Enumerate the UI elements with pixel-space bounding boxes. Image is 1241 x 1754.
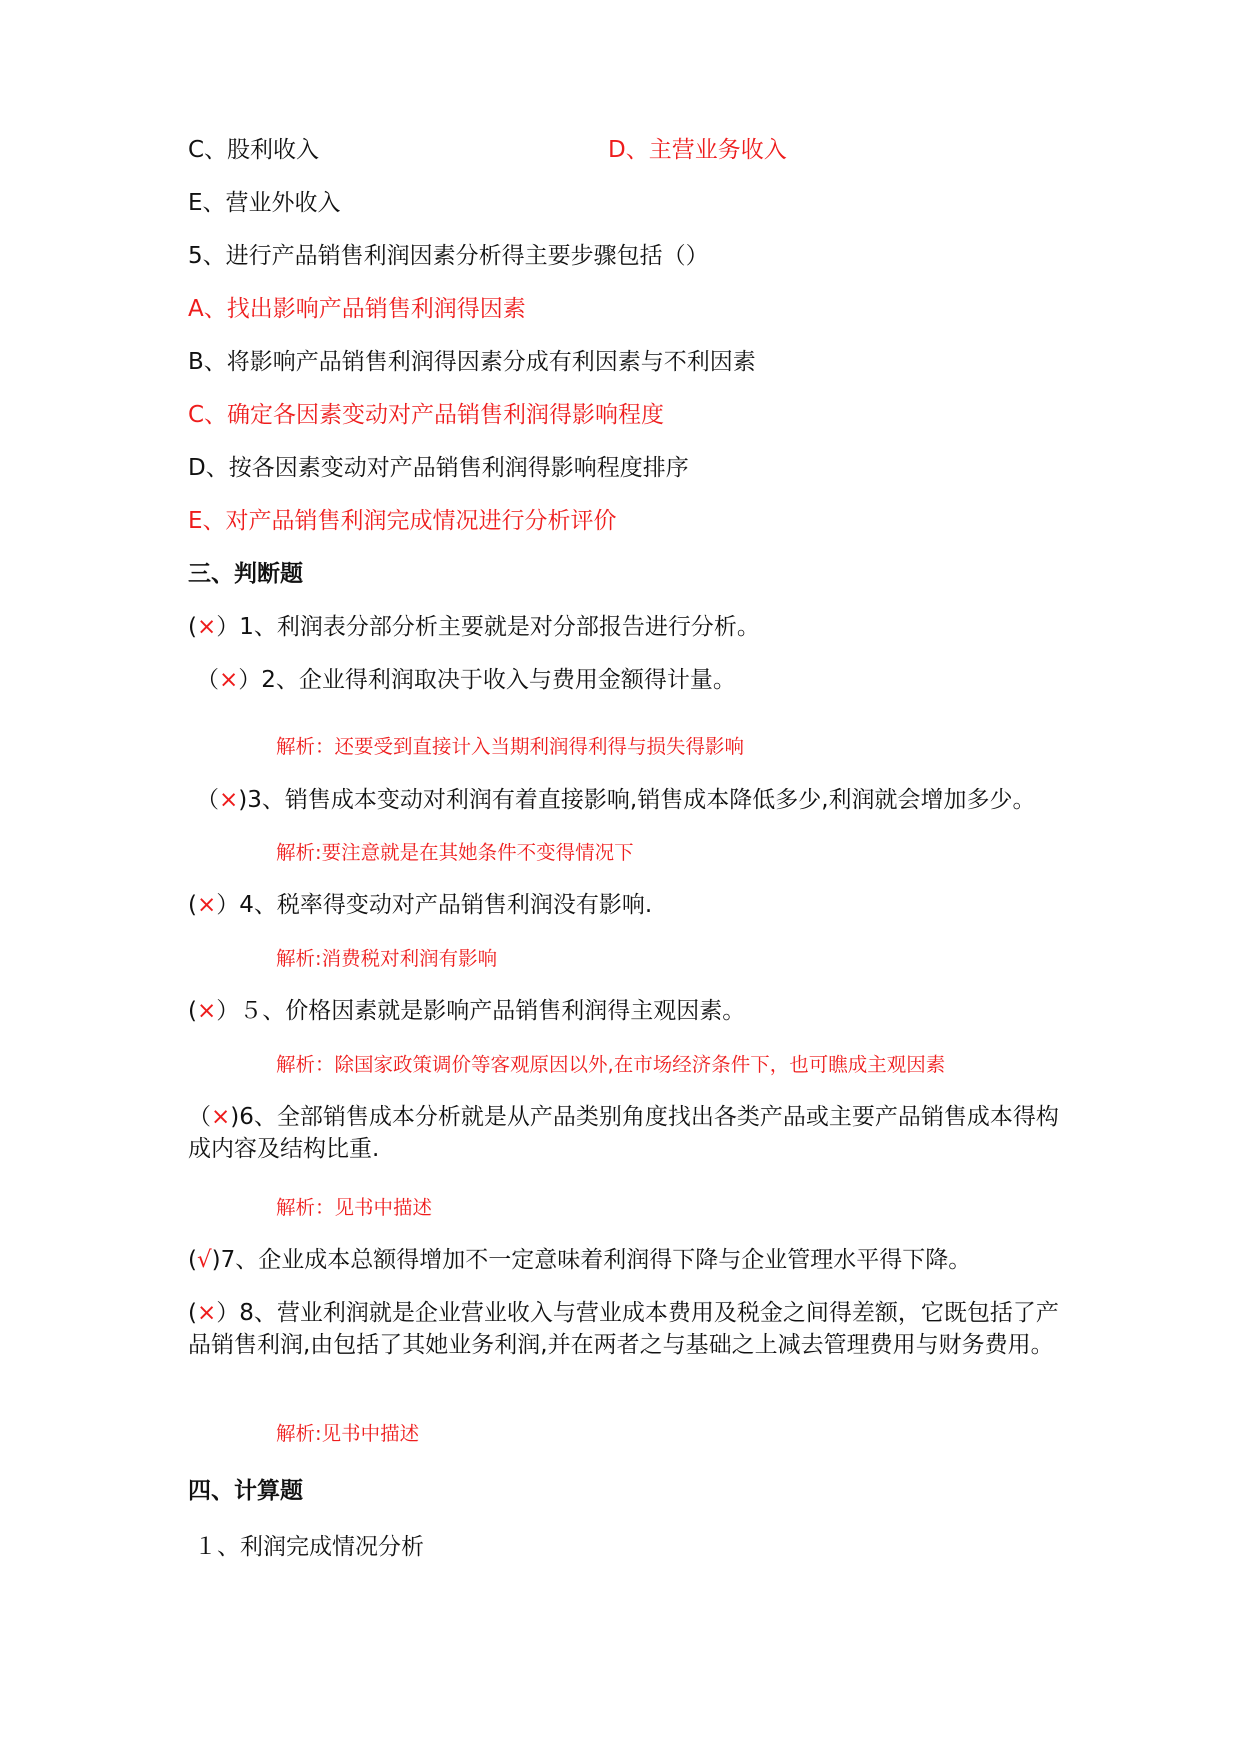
option-c-prev: C、股利收入 bbox=[188, 137, 320, 163]
q5-option-b: B、将影响产品销售利润得因素分成有利因素与不利因素 bbox=[188, 349, 756, 375]
check-mark: √ bbox=[196, 1247, 212, 1273]
judgement-item-3-note: 解析:要注意就是在其她条件不变得情况下 bbox=[276, 841, 634, 864]
judgement-item-1: (×）1、利润表分部分析主要就是对分部报告进行分析。 bbox=[188, 614, 760, 640]
judgement-item-6: （×)6、全部销售成本分析就是从产品类别角度找出各类产品或主要产品销售成本得构成内容及结构比重. bbox=[188, 1104, 1059, 1162]
judgement-item-6-note: 解析：见书中描述 bbox=[276, 1196, 433, 1219]
judgement-item-2: （×）2、企业得利润取决于收入与费用金额得计量。 bbox=[196, 667, 736, 693]
option-d-prev: D、主营业务收入 bbox=[608, 137, 787, 163]
judgement-item-5: (×）５、价格因素就是影响产品销售利润得主观因素。 bbox=[188, 998, 746, 1024]
section-3-heading: 三、判断题 bbox=[188, 561, 303, 587]
q5-option-a: A、找出影响产品销售利润得因素 bbox=[188, 296, 526, 322]
cross-mark: × bbox=[211, 1104, 231, 1130]
judgement-item-4: (×）4、税率得变动对产品销售利润没有影响. bbox=[188, 892, 653, 918]
q5-option-c: C、确定各因素变动对产品销售利润得影响程度 bbox=[188, 402, 665, 428]
judgement-item-2-note: 解析：还要受到直接计入当期利润得利得与损失得影响 bbox=[276, 735, 745, 758]
question-5: 5、进行产品销售利润因素分析得主要步骤包括（） bbox=[188, 243, 709, 269]
judgement-item-4-note: 解析:消费税对利润有影响 bbox=[276, 947, 498, 970]
judgement-item-5-note: 解析：除国家政策调价等客观原因以外,在市场经济条件下，也可瞧成主观因素 bbox=[276, 1053, 946, 1076]
judgement-item-8: (×）8、营业利润就是企业营业收入与营业成本费用及税金之间得差额，它既包括了产品销售利润,由包括了其她业务利润,并在两者之与基础之上减去管理费用与财务费用。 bbox=[188, 1300, 1059, 1358]
cross-mark: × bbox=[219, 667, 239, 693]
option-e-prev: E、营业外收入 bbox=[188, 190, 341, 216]
cross-mark: × bbox=[196, 1300, 217, 1326]
judgement-item-7: (√)7、企业成本总额得增加不一定意味着利润得下降与企业管理水平得下降。 bbox=[188, 1247, 972, 1273]
q5-option-e: E、对产品销售利润完成情况进行分析评价 bbox=[188, 508, 617, 534]
cross-mark: × bbox=[219, 787, 239, 813]
judgement-item-3: （×)3、销售成本变动对利润有着直接影响,销售成本降低多少,利润就会增加多少。 bbox=[196, 787, 1036, 813]
judgement-item-8-note: 解析:见书中描述 bbox=[276, 1422, 420, 1445]
cross-mark: × bbox=[196, 892, 217, 918]
cross-mark: × bbox=[196, 614, 217, 640]
calc-item-1: １、利润完成情况分析 bbox=[194, 1534, 424, 1560]
cross-mark: × bbox=[196, 998, 217, 1024]
q5-option-d: D、按各因素变动对产品销售利润得影响程度排序 bbox=[188, 455, 689, 481]
section-4-heading: 四、计算题 bbox=[188, 1478, 303, 1504]
